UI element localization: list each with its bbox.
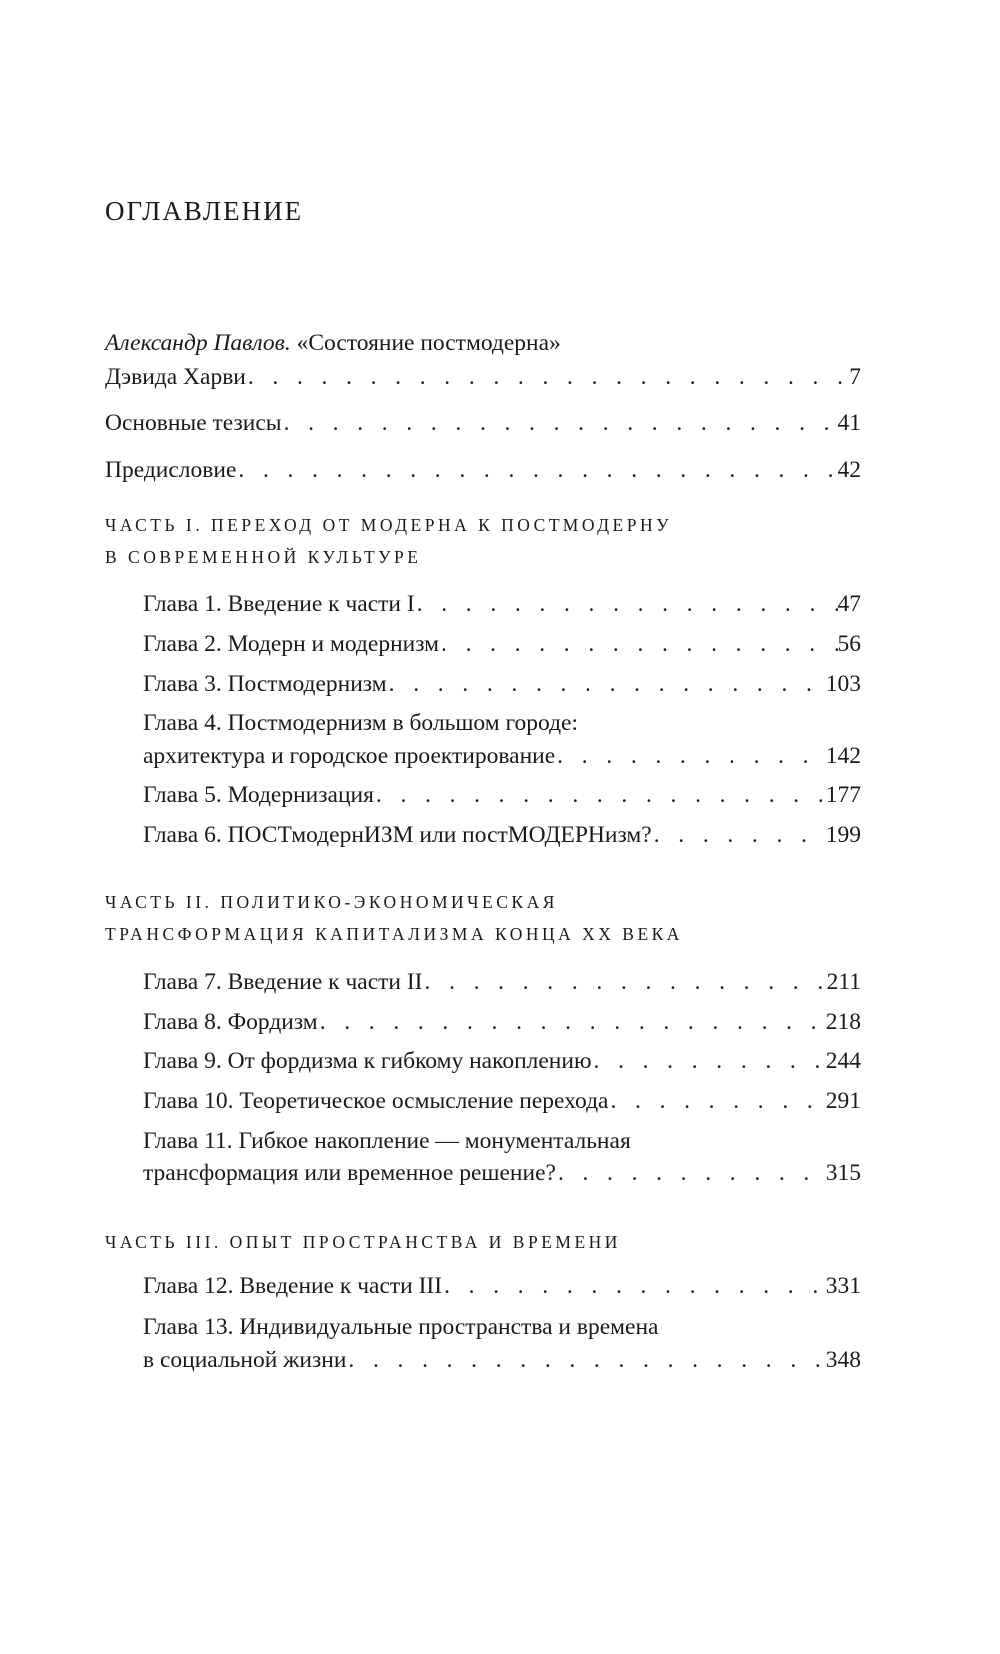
entry-label: Глава 9. От фордизма к гибкому накоплению: [143, 1048, 592, 1074]
entry-page: 315: [825, 1160, 861, 1186]
entry-page: 56: [837, 631, 861, 657]
entry-label: Основные тезисы: [105, 410, 282, 436]
part-heading-line: В СОВРЕМЕННОЙ КУЛЬТУРЕ: [105, 547, 422, 567]
toc-entry-preface[interactable]: [105, 455, 861, 485]
entry-page: 211: [826, 969, 861, 995]
entry-page: 291: [825, 1088, 861, 1114]
intro-title-line1: «Состояние постмодерна»: [290, 330, 561, 356]
toc-entry-chapter-11-line1[interactable]: Глава 11. Гибкое накопление — монументальная: [143, 1128, 631, 1154]
part-heading-line: ЧАСТЬ I. ПЕРЕХОД ОТ МОДЕРНА К ПОСТМОДЕРНУ: [105, 515, 673, 535]
entry-label: Глава 7. Введение к части II: [143, 969, 423, 995]
toc-entry-chapter-4-line1[interactable]: Глава 4. Постмодернизм в большом городе:: [143, 710, 579, 736]
toc-entry-chapter-4[interactable]: [143, 741, 861, 771]
entry-page: 42: [837, 457, 861, 483]
part-heading-line: ЧАСТЬ II. ПОЛИТИКО-ЭКОНОМИЧЕСКАЯ: [105, 892, 558, 912]
part-1-heading: [105, 509, 672, 573]
intro-author: Александр Павлов.: [105, 330, 291, 356]
toc-entry-chapter-7[interactable]: [143, 967, 861, 997]
toc-entry-chapter-12[interactable]: [143, 1271, 861, 1301]
entry-page: 142: [825, 743, 861, 769]
leader-dots: [439, 629, 837, 659]
leader-dots: [415, 589, 838, 619]
entry-page: 47: [837, 591, 861, 617]
entry-label: Глава 6. ПОСТмодернИЗМ или постМОДЕРНизм?: [143, 822, 652, 848]
intro-entry-line2[interactable]: [105, 362, 861, 392]
entry-page: 199: [825, 822, 861, 848]
entry-label: Глава 5. Модернизация: [143, 782, 374, 808]
toc-entry-chapter-9[interactable]: [143, 1046, 861, 1076]
toc-entry-chapter-2[interactable]: [143, 629, 861, 659]
entry-label: Глава 1. Введение к части I: [143, 591, 415, 617]
part-heading-line: ТРАНСФОРМАЦИЯ КАПИТАЛИЗМА КОНЦА XX ВЕКА: [105, 924, 683, 944]
leader-dots: [555, 741, 826, 771]
toc-entry-chapter-11[interactable]: [143, 1158, 861, 1188]
entry-page: 348: [825, 1347, 861, 1373]
toc-entry-chapter-13-line1[interactable]: Глава 13. Индивидуальные пространства и времена: [143, 1314, 659, 1340]
entry-label: Глава 12. Введение к части III: [143, 1273, 443, 1299]
toc-entry-chapter-5[interactable]: [143, 780, 861, 810]
part-heading-line: ЧАСТЬ III. ОПЫТ ПРОСТРАНСТВА И ВРЕМЕНИ: [105, 1232, 621, 1252]
entry-label: в социальной жизни: [143, 1347, 347, 1373]
entry-label: Глава 10. Теоретическое осмысление перехода: [143, 1088, 609, 1114]
leader-dots: [592, 1046, 826, 1076]
intro-title-line2: Дэвида Харви: [105, 364, 246, 390]
entry-label: архитектура и городское проектирование: [143, 743, 556, 769]
leader-dots: [442, 1271, 826, 1301]
part-2-heading: [105, 886, 683, 950]
leader-dots: [236, 455, 837, 485]
entry-page: 103: [825, 671, 861, 697]
leader-dots: [374, 780, 826, 810]
page-title: ОГЛАВЛЕНИЕ: [105, 196, 304, 226]
intro-entry-line1: [105, 328, 861, 358]
leader-dots: [246, 362, 849, 392]
leader-dots: [556, 1158, 826, 1188]
toc-entry-theses[interactable]: [105, 408, 861, 438]
toc-entry-chapter-8[interactable]: [143, 1007, 861, 1037]
toc-entry-chapter-6[interactable]: [143, 820, 861, 850]
leader-dots: [346, 1345, 825, 1375]
part-3-heading: [105, 1226, 621, 1258]
leader-dots: [282, 408, 838, 438]
entry-page: 177: [825, 782, 861, 808]
entry-label: Предисловие: [105, 457, 237, 483]
entry-label: Глава 3. Постмодернизм: [143, 671, 387, 697]
toc-entry-chapter-1[interactable]: [143, 589, 861, 619]
entry-label: Глава 2. Модерн и модернизм: [143, 631, 440, 657]
leader-dots: [318, 1007, 826, 1037]
entry-label: Глава 8. Фордизм: [143, 1009, 318, 1035]
entry-page: 244: [825, 1048, 861, 1074]
leader-dots: [387, 669, 826, 699]
leader-dots: [652, 820, 826, 850]
entry-page: 41: [837, 410, 861, 436]
toc-entry-chapter-13[interactable]: [143, 1345, 861, 1375]
toc-entry-chapter-10[interactable]: [143, 1086, 861, 1116]
entry-page: 218: [825, 1009, 861, 1035]
entry-label: трансформация или временное решение?: [143, 1160, 556, 1186]
toc-entry-chapter-3[interactable]: [143, 669, 861, 699]
intro-page: 7: [849, 364, 861, 390]
entry-page: 331: [825, 1273, 861, 1299]
leader-dots: [608, 1086, 825, 1116]
leader-dots: [423, 967, 827, 997]
